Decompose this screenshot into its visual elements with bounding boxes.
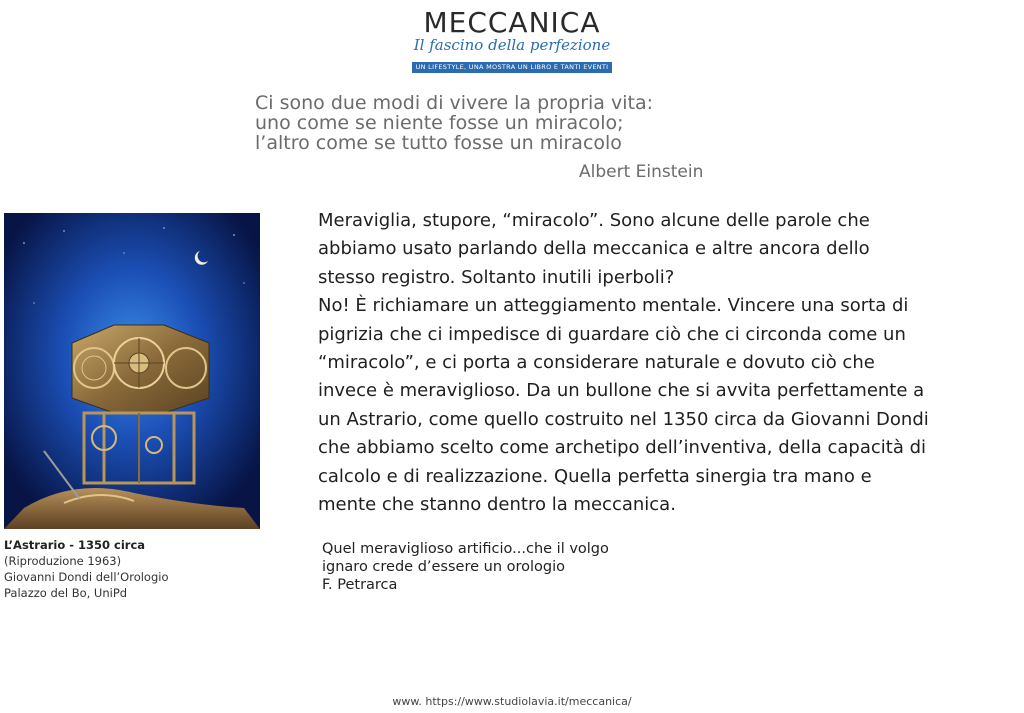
- quote-line: Ci sono due modi di vivere la propria vita:: [255, 92, 654, 114]
- caption-line: (Riproduzione 1963): [4, 554, 122, 568]
- body-line: calcolo e di realizzazione. Quella perfetta sinergia tra mano e: [318, 465, 872, 487]
- quote-line: Quel meraviglioso artificio...che il volgo: [322, 541, 609, 557]
- footer-url: www. https://www.studiolavia.it/meccanica/: [392, 695, 632, 708]
- body-line: un Astrario, come quello costruito nel 1350 circa da Giovanni Dondi: [318, 408, 929, 430]
- quote-line: ignaro crede d’essere un orologio: [322, 559, 566, 575]
- quote-author: Albert Einstein: [579, 162, 704, 182]
- logo-subtitle: Il fascino della perfezione: [413, 36, 611, 54]
- body-paragraph: [318, 207, 1008, 519]
- body-line: “miracolo”, e ci porta a considerare naturale e dovuto ciò che: [318, 352, 875, 374]
- petrarca-quote: [322, 540, 722, 594]
- quote-line: l’altro come se tutto fosse un miracolo: [255, 132, 622, 154]
- quote-author: F. Petrarca: [322, 577, 398, 593]
- quote-line: uno come se niente fosse un miracolo;: [255, 112, 624, 134]
- body-line: abbiamo usato parlando della meccanica e altre ancora dello: [318, 238, 870, 260]
- caption-line: Palazzo del Bo, UniPd: [4, 586, 128, 600]
- body-line: pigrizia che ci impedisce di guardare ciò che ci circonda come un: [318, 323, 906, 345]
- caption-line: Giovanni Dondi dell’Orologio: [4, 570, 169, 584]
- caption-title: L’Astrario - 1350 circa: [4, 538, 146, 552]
- body-line: mente che stanno dentro la meccanica.: [318, 494, 676, 516]
- logo-title: MECCANICA: [423, 6, 601, 39]
- header-logo: [0, 8, 1024, 73]
- body-line: invece è meraviglioso. Da un bullone che si avvita perfettamente a: [318, 380, 925, 402]
- body-line: Meraviglia, stupore, “miracolo”. Sono alcune delle parole che: [318, 210, 870, 231]
- astrario-illustration: [4, 213, 260, 529]
- body-line: No! È richiamare un atteggiamento mentale. Vincere una sorta di: [318, 295, 909, 317]
- body-line: che abbiamo scelto come archetipo dell’inventiva, della capacità di: [318, 437, 927, 459]
- einstein-quote: [255, 93, 735, 153]
- logo-band: UN LIFESTYLE, UNA MOSTRA UN LIBRO E TANTI EVENTI: [412, 62, 613, 73]
- astrario-photo: [4, 213, 260, 529]
- image-caption: [4, 537, 264, 601]
- body-line: stesso registro. Soltanto inutili iperboli?: [318, 266, 675, 288]
